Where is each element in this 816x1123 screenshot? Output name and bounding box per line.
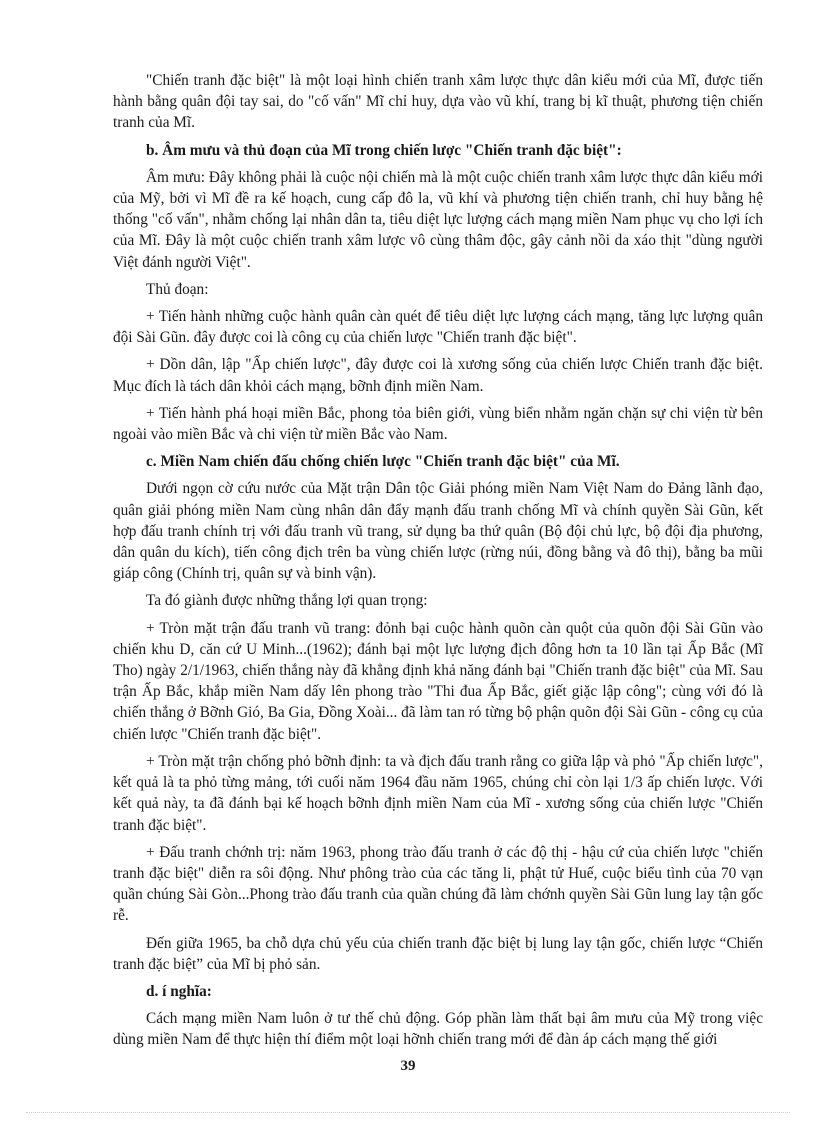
heading-b: b. Âm mưu và thủ đoạn của Mĩ trong chiến lược "Chiến tranh đặc biệt": <box>146 141 622 159</box>
heading-c: c. Miền Nam chiến đấu chống chiến lược "Chiến tranh đặc biệt" của Mĩ. <box>146 453 620 471</box>
paragraph-td-2: + Dồn dân, lập "Ấp chiến lược", đây được coi là xương sống của chiến lược Chiến tranh đặc biệt. Mục đích là tách dân khỏi cách mạng, bỡnh định miền Nam. <box>113 356 763 395</box>
paragraph-am-muu: Âm mưu: Đây không phải là cuộc nội chiến mà là một cuộc chiến tranh xâm lược thực dân kiểu mới của Mỹ, bởi vì Mĩ đề ra kế hoạch, cung cấp đô la, vũ khí và phương tiện chiến tranh, chỉ huy bằng hệ thống "cố vấn", nhằm chống lại nhân dân ta, tiêu diệt lực lượng cách mạng miền Nam phục vụ cho lợi ích của Mĩ. Đây là một cuộc chiến tranh xâm lược vô cùng thâm độc, gây cảnh nồi da xáo thịt "dùng người Việt đánh người Việt". <box>113 168 763 271</box>
page-body <box>113 70 763 1057</box>
paragraph-intro: "Chiến tranh đặc biệt" là một loại hình chiến tranh xâm lược thực dân kiểu mới của Mĩ, được tiến hành bằng quân đội tay sai, do "cố vấn" Mĩ chỉ huy, dựa vào vũ khí, trang bị kĩ thuật, phương tiện chiến tranh của Mĩ. <box>113 72 763 132</box>
page-number: 39 <box>400 1058 416 1074</box>
paragraph-thu-doan: Thủ đoạn: <box>146 280 209 298</box>
paragraph-c-2: Ta đó giành được những thắng lợi quan trọng: <box>146 592 428 610</box>
paragraph-c-5: + Đấu tranh chớnh trị: năm 1963, phong trào đấu tranh ở các độ thị - hậu cứ của chiến lược "chiến tranh đặc biệt" diễn ra sôi động. Như phông trào của các tăng li, phật tử Huế, cuộc biểu tình của 70 vạn quần chúng Sài Gòn...Phong trào đấu tranh của quần chúng đã làm chớnh quyền Sài Gũn lung lay tận gốc rễ. <box>113 843 763 925</box>
paragraph-c-1: Dưới ngọn cờ cứu nước của Mặt trận Dân tộc Giải phóng miền Nam Việt Nam do Đảng lãnh đạo, quân giải phóng miền Nam cùng nhân dân đẩy mạnh đấu tranh chống Mĩ và chính quyền Sài Gũn, kết hợp đấu tranh chính trị với đấu tranh vũ trang, sử dụng ba thứ quân (Bộ đội chủ lực, bộ đội địa phương, dân quân du kích), tiến công địch trên ba vùng chiến lược (rừng núi, đồng bằng và đô thị), bằng ba mũi giáp công (Chính trị, quân sự và binh vận). <box>113 480 763 583</box>
paragraph-c-6: Đến giữa 1965, ba chỗ dựa chủ yếu của chiến tranh đặc biệt bị lung lay tận gốc, chiến lược “Chiến tranh đặc biệt” của Mĩ bị phỏ sản. <box>113 934 763 973</box>
heading-d: d. í nghĩa: <box>146 982 212 1000</box>
page-bottom-divider <box>26 1112 790 1113</box>
paragraph-td-3: + Tiến hành phá hoại miền Bắc, phong tỏa biên giới, vùng biển nhằm ngăn chặn sự chi viện từ bên ngoài vào miền Bắc và chi viện từ miền Bắc vào Nam. <box>113 404 763 444</box>
paragraph-c-3: + Tròn mặt trận đấu tranh vũ trang: đỏnh bại cuộc hành quõn càn quột của quõn đội Sài Gũn vào chiến khu D, căn cứ U Minh...(1962); đánh bại một lực lượng địch đông hơn ta 10 lần tại Ấp Bắc (Mĩ Tho) ngày 2/1/1963, chiến thắng này đã khẳng định khả năng đánh bại "Chiến tranh đặc biệt" của Mĩ. Sau trận Ấp Bắc, khắp miền Nam dấy lên phong trào "Thi đua Ấp Bắc, giết giặc lập công"; cùng với đó là chiến thắng ở Bỡnh Gió, Ba Gia, Đồng Xoài... đã làm tan ró từng bộ phận quõn đội Sài Gũn - công cụ của chiến lược "Chiến tranh đặc biệt". <box>113 619 763 743</box>
paragraph-td-1: + Tiến hành những cuộc hành quân càn quét để tiêu diệt lực lượng cách mạng, tăng lực lượng quân đội Sài Gũn. đây được coi là công cụ của chiến lược "Chiến tranh đặc biệt". <box>113 308 763 347</box>
paragraph-c-4: + Tròn mặt trận chống phỏ bỡnh định: ta và địch đấu tranh rằng co giữa lập và phỏ "Ấp chiến lược", kết quả là ta phỏ từng mảng, tới cuối năm 1964 đầu năm 1965, chúng chỉ còn lại 1/3 ấp chiến lược. Với kết quả này, ta đã đánh bại kế hoạch bỡnh định miền Nam của Mĩ - xương sống của chiến lược "Chiến tranh đặc biệt". <box>113 752 763 834</box>
paragraph-d-1: Cách mạng miền Nam luôn ở tư thế chủ động. Góp phần làm thất bại âm mưu của Mỹ trong việc dùng miền Nam để thực hiện thí điểm một loại hỡnh chiến trang mới để đàn áp cách mạng thế giới <box>113 1010 763 1049</box>
